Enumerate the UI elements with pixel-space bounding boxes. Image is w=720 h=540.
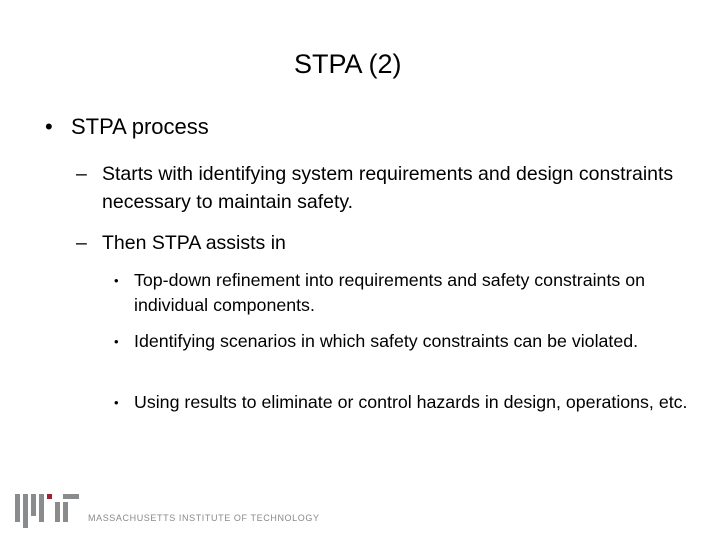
subsubbullet-marker: • [114,395,119,410]
subsubbullet-text: Using results to eliminate or control hazards in design, operations, etc. [134,392,688,412]
subbullet-marker: – [76,232,87,254]
subbullet-text: Then STPA assists in [102,232,286,254]
bullet-marker: • [45,114,53,139]
bullet-text: STPA process [71,114,209,139]
slide-title-text: STPA (2) [294,49,402,79]
subsubbullet-text: Top-down refinement into requirements and safety constraints on individual components. [134,270,645,315]
institution-name: MASSACHUSETTS INSTITUTE OF TECHNOLOGY [88,513,320,523]
subbullet-marker: – [76,163,87,185]
subsubbullet-text: Identifying scenarios in which safety constraints can be violated. [134,331,639,351]
subsubbullet-marker: • [114,273,119,288]
subsubbullet-marker: • [114,334,119,349]
subbullet-text: Starts with identifying system requirements and design constraints necessary to maintain safety. [102,163,674,213]
